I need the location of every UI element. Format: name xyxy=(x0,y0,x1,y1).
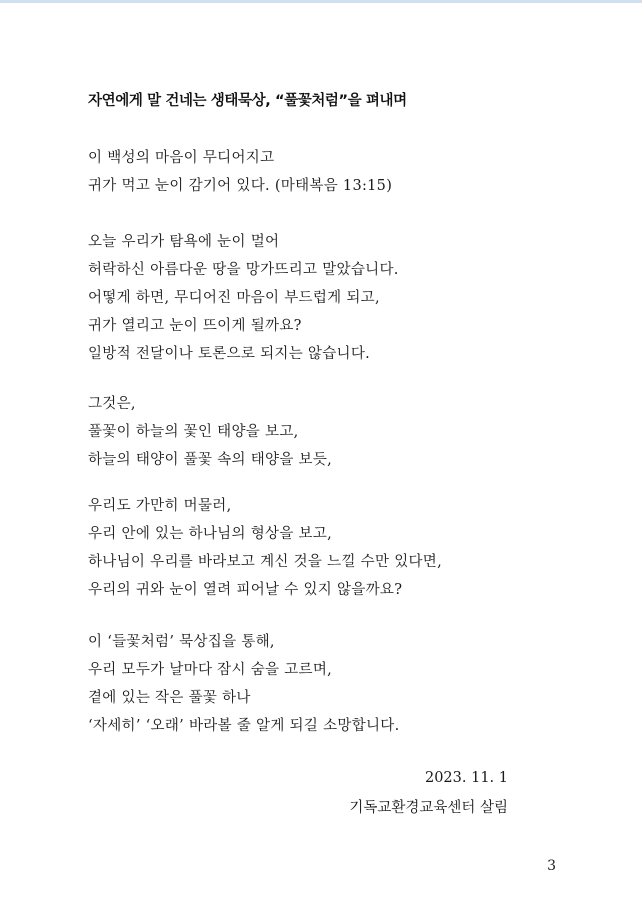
stanza-line: 귀가 먹고 눈이 감기어 있다. (마태복음 13:15) xyxy=(88,178,393,194)
document-title: 자연에게 말 건네는 생태묵상, “풀꽃처럼”을 펴내며 xyxy=(88,93,407,109)
stanza-line: 그것은, xyxy=(88,396,136,412)
stanza-4 xyxy=(88,492,442,604)
stanza-line: 오늘 우리가 탐욕에 눈이 멀어 xyxy=(88,234,280,250)
stanza-line: 풀꽃이 하늘의 꽃인 태양을 보고, xyxy=(88,424,299,440)
stanza-5 xyxy=(88,628,400,740)
signature-date: 2023. 11. 1 xyxy=(424,770,508,786)
stanza-line: 우리 안에 있는 하나님의 형상을 보고, xyxy=(88,526,333,542)
stanza-line: 귀가 열리고 눈이 뜨이게 될까요? xyxy=(88,318,302,334)
stanza-1 xyxy=(88,144,392,200)
top-border-line xyxy=(0,0,642,3)
stanza-line: 일방적 전달이나 토론으로 되지는 않습니다. xyxy=(88,346,371,362)
stanza-line: 하나님이 우리를 바라보고 계신 것을 느낄 수만 있다면, xyxy=(88,554,443,570)
stanza-2 xyxy=(88,228,399,368)
stanza-line: 이 ‘들꽃처럼’ 묵상집을 통해, xyxy=(88,634,275,650)
stanza-line: ‘자세히’ ‘오래’ 바라볼 줄 알게 되길 소망합니다. xyxy=(88,718,400,734)
page-number: 3 xyxy=(547,858,556,874)
stanza-line: 우리도 가만히 머물러, xyxy=(88,498,232,514)
stanza-line: 곁에 있는 작은 풀꽃 하나 xyxy=(88,690,251,706)
stanza-line: 하늘의 태양이 풀꽃 속의 태양을 보듯, xyxy=(88,452,333,468)
stanza-line: 우리의 귀와 눈이 열려 피어날 수 있지 않을까요? xyxy=(88,582,403,598)
stanza-line: 어떻게 하면, 무디어진 마음이 부드럽게 되고, xyxy=(88,290,380,306)
signature-author: 기독교환경교육센터 살림 xyxy=(349,800,508,816)
stanza-3 xyxy=(88,390,332,474)
stanza-line: 허락하신 아름다운 땅을 망가뜨리고 말았습니다. xyxy=(88,262,399,278)
stanza-line: 이 백성의 마음이 무디어지고 xyxy=(88,150,275,166)
stanza-line: 우리 모두가 날마다 잠시 숨을 고르며, xyxy=(88,662,333,678)
